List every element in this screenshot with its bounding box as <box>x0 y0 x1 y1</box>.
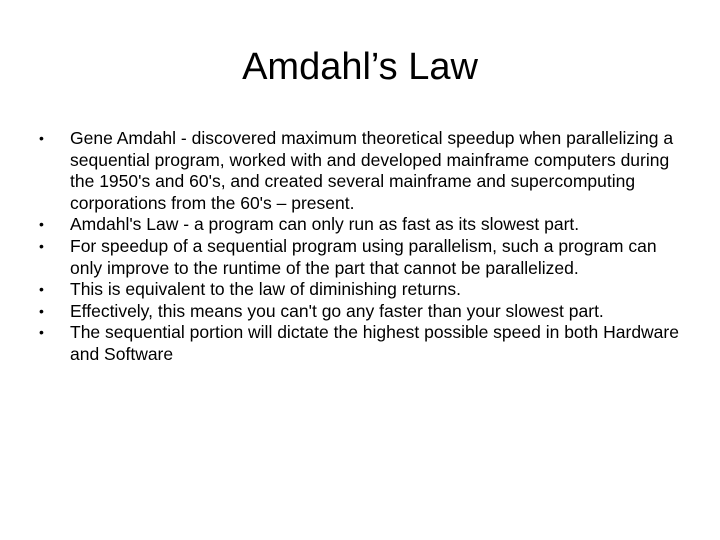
bullet-text: Effectively, this means you can't go any faster than your slowest part. <box>70 300 604 321</box>
bullet-text: The sequential portion will dictate the highest possible speed in both Hardware and Software <box>70 322 679 364</box>
bullet-text: Amdahl's Law - a program can only run as fast as its slowest part. <box>70 214 580 235</box>
bullet-item <box>36 236 686 279</box>
bullet-list <box>36 128 686 366</box>
slide-title: Amdahl’s Law <box>242 46 478 88</box>
bullet-item <box>36 128 686 214</box>
bullet-marker: • <box>39 324 44 341</box>
bullet-marker: • <box>39 302 44 319</box>
bullet-item <box>36 279 686 301</box>
bullet-marker: • <box>39 216 44 233</box>
bullet-marker: • <box>39 237 44 254</box>
bullet-marker: • <box>39 281 44 298</box>
bullet-marker: • <box>39 130 44 146</box>
bullet-item <box>36 322 686 365</box>
bullet-text: This is equivalent to the law of diminishing returns. <box>70 279 462 300</box>
bullet-item <box>36 301 686 323</box>
bullet-text: For speedup of a sequential program using parallelism, such a program can only improve to the runtime of the part that cannot be parallelized. <box>70 235 657 278</box>
bullet-item <box>36 214 686 236</box>
bullet-text: Gene Amdahl - discovered maximum theoretical speedup when parallelizing a sequential program, worked with and developed mainframe computers during the 1950's and 60's, and created several mainframe and supercomputing corporations from the 60's – present. <box>70 128 674 213</box>
